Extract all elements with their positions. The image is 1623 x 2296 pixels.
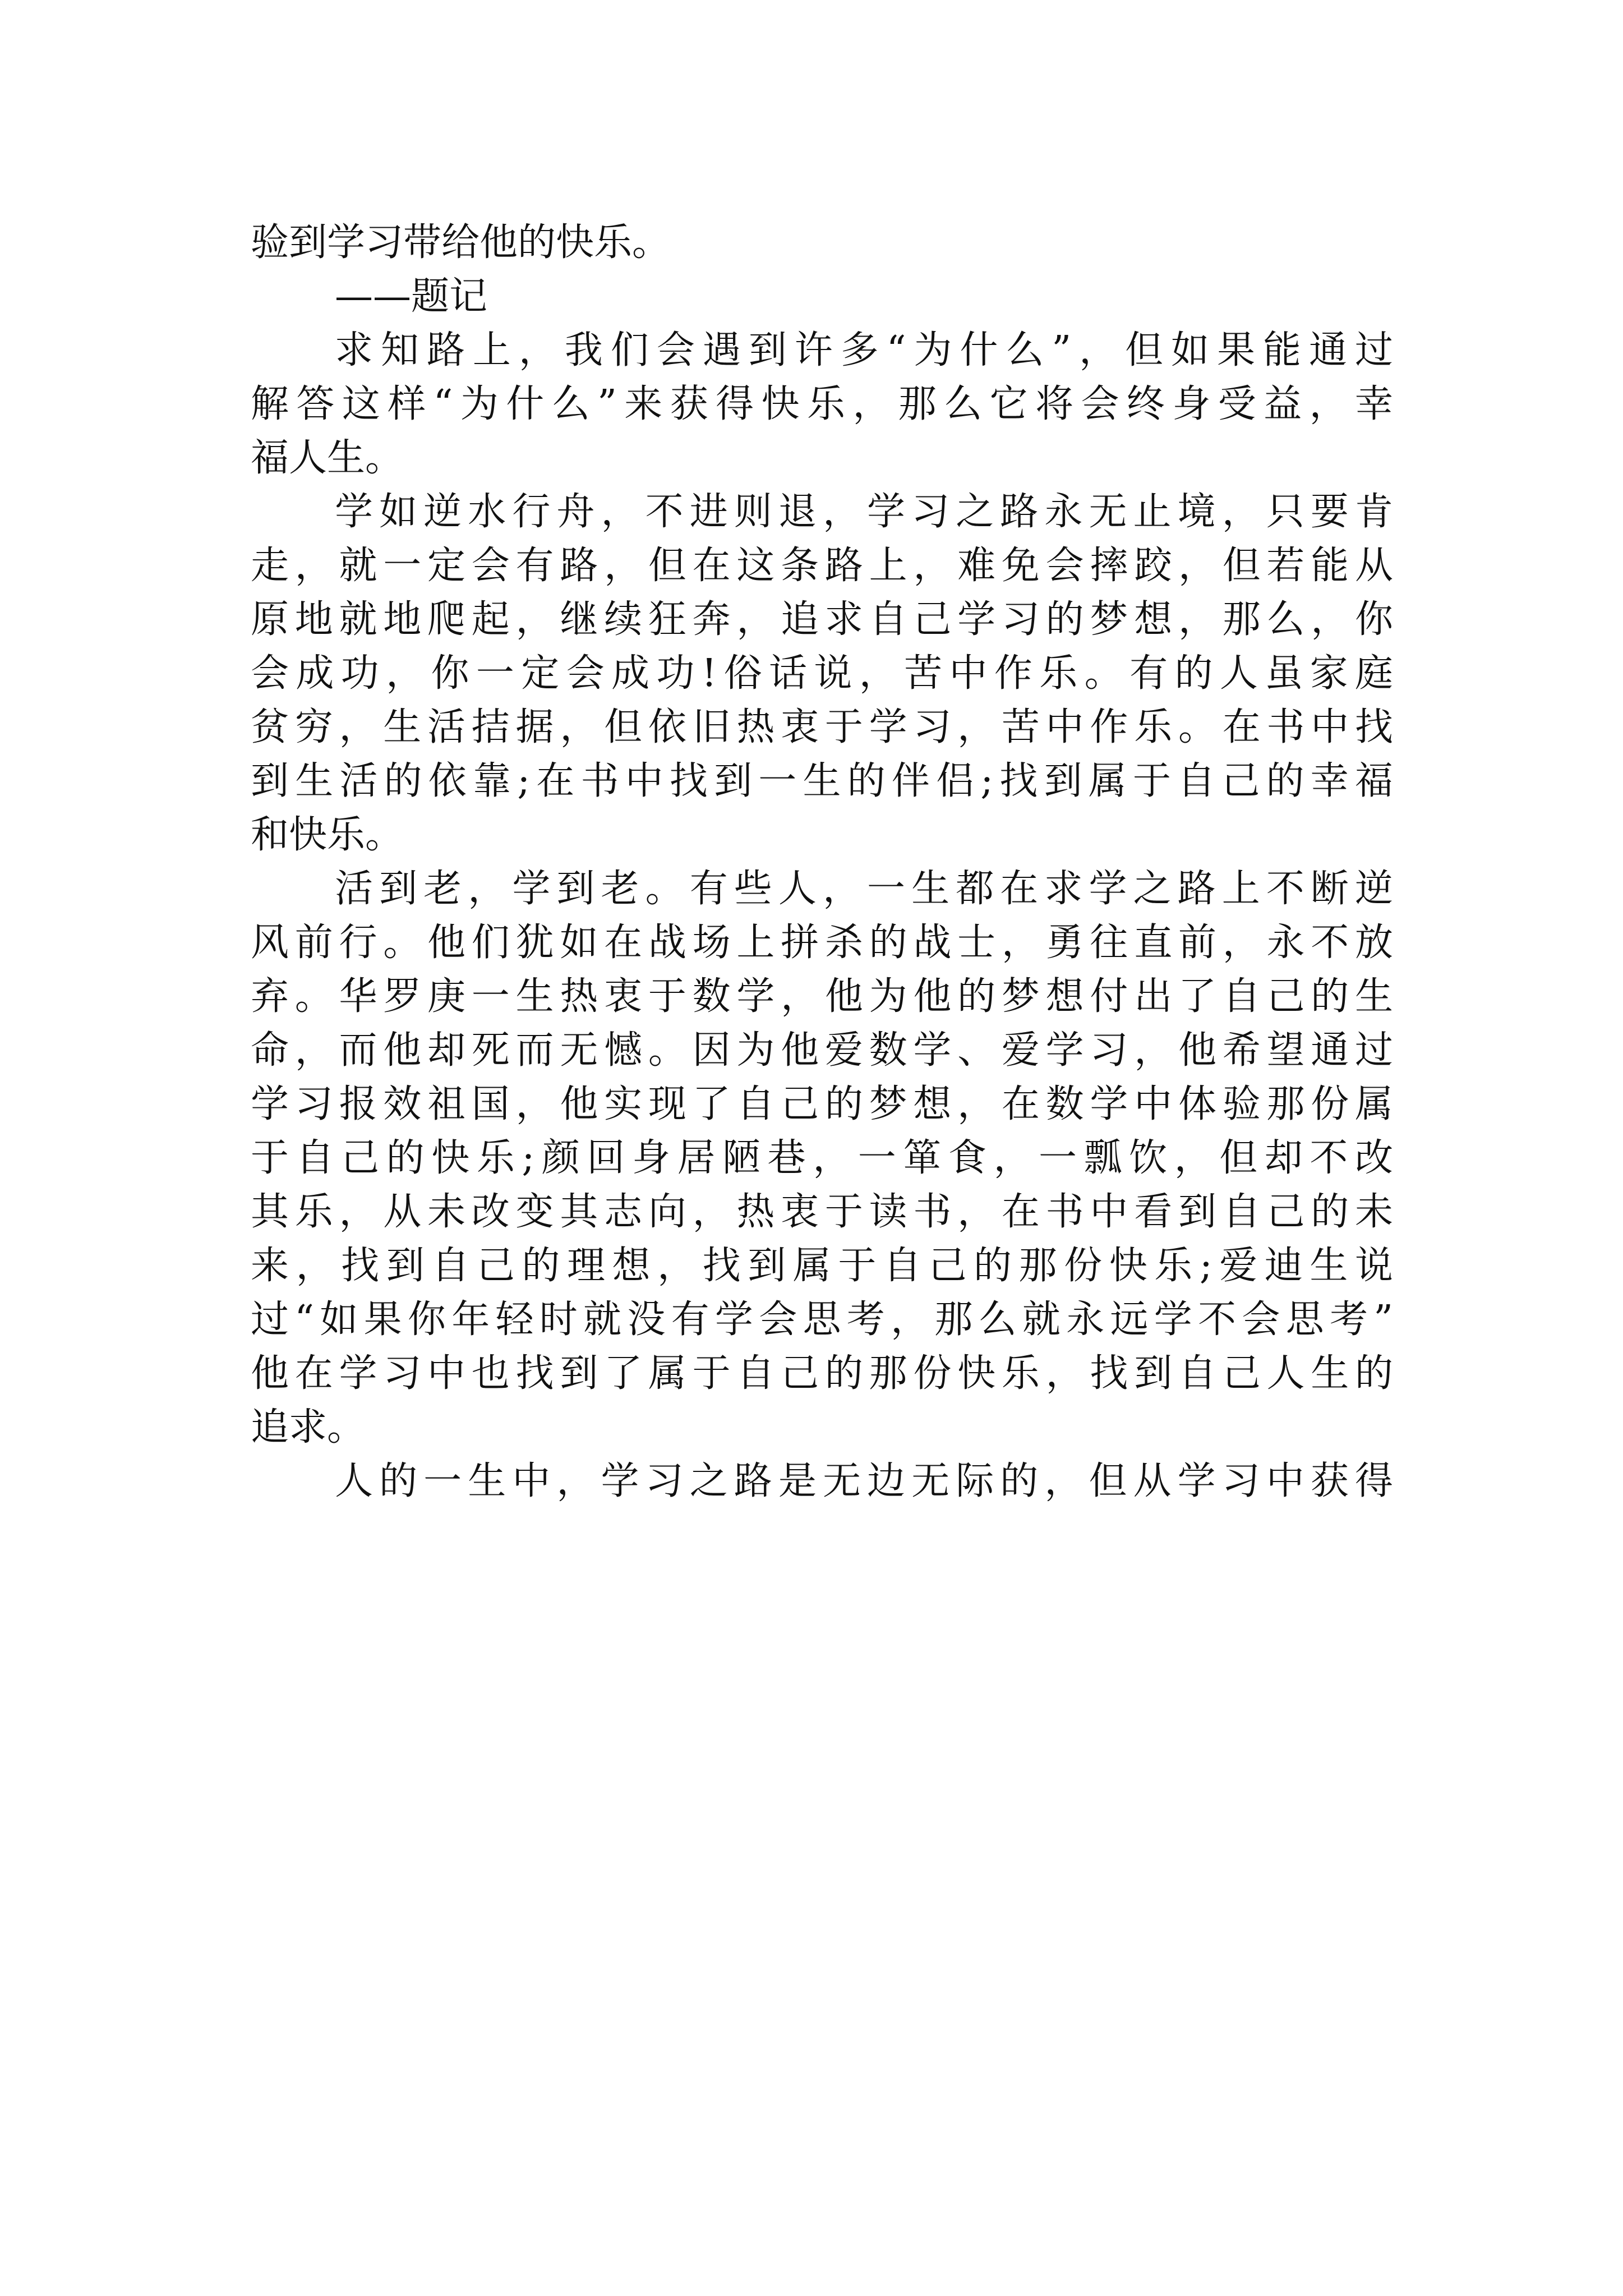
text-line: 原地就地爬起，继续狂奔，追求自己学习的梦想，那么，你 <box>251 597 1393 642</box>
text-line: 过“如果你年轻时就没有学会思考，那么就永远学不会思考” <box>251 1297 1393 1342</box>
text-line: 学习报效祖国，他实现了自己的梦想，在数学中体验那份属 <box>251 1082 1393 1126</box>
text-line: 会成功，你一定会成功!俗话说，苦中作乐。有的人虽家庭 <box>251 651 1393 696</box>
text-line: 福人生。 <box>251 436 404 480</box>
text-line: 风前行。他们犹如在战场上拼杀的战士，勇往直前，永不放 <box>251 921 1393 965</box>
paragraph-4 <box>251 862 1393 1455</box>
text-line: 解答这样“为什么”来获得快乐，那么它将会终身受益，幸 <box>251 382 1393 426</box>
text-line: 和快乐。 <box>251 813 404 857</box>
paragraph-3 <box>251 485 1393 862</box>
text-line: 求知路上，我们会遇到许多“为什么”，但如果能通过 <box>335 328 1393 372</box>
text-line: 人的一生中，学习之路是无边无际的，但从学习中获得 <box>335 1459 1393 1503</box>
text-line: 于自己的快乐;颜回身居陋巷，一箪食，一瓢饮，但却不改 <box>251 1136 1393 1180</box>
text-line: ——题记 <box>335 274 488 319</box>
text-line: 走，就一定会有路，但在这条路上，难免会摔跤，但若能从 <box>251 544 1393 588</box>
paragraph-2 <box>251 324 1393 485</box>
text-line: 弃。华罗庚一生热衷于数学，他为他的梦想付出了自己的生 <box>251 974 1393 1019</box>
text-line: 来，找到自己的理想，找到属于自己的那份快乐;爱迪生说 <box>251 1244 1393 1288</box>
text-line: 他在学习中也找到了属于自己的那份快乐，找到自己人生的 <box>251 1351 1393 1396</box>
text-line: 学如逆水行舟，不进则退，学习之路永无止境，只要肯 <box>335 490 1393 534</box>
paragraph-epigraph-attribution <box>251 270 1393 324</box>
text-line: 其乐，从未改变其志向，热衷于读书，在书中看到自己的未 <box>251 1190 1393 1234</box>
text-line: 命，而他却死而无憾。因为他爱数学、爱学习，他希望通过 <box>251 1028 1393 1073</box>
text-line: 活到老，学到老。有些人，一生都在求学之路上不断逆 <box>335 867 1393 911</box>
text-line: 贫穷，生活拮据，但依旧热衷于学习，苦中作乐。在书中找 <box>251 705 1393 749</box>
text-line: 追求。 <box>251 1405 366 1450</box>
paragraph-continuation <box>251 216 1393 270</box>
text-line: 验到学习带给他的快乐。 <box>251 220 671 265</box>
paragraph-5 <box>251 1455 1393 1508</box>
text-line: 到生活的依靠;在书中找到一生的伴侣;找到属于自己的幸福 <box>251 759 1393 803</box>
document-body <box>251 216 1393 1508</box>
